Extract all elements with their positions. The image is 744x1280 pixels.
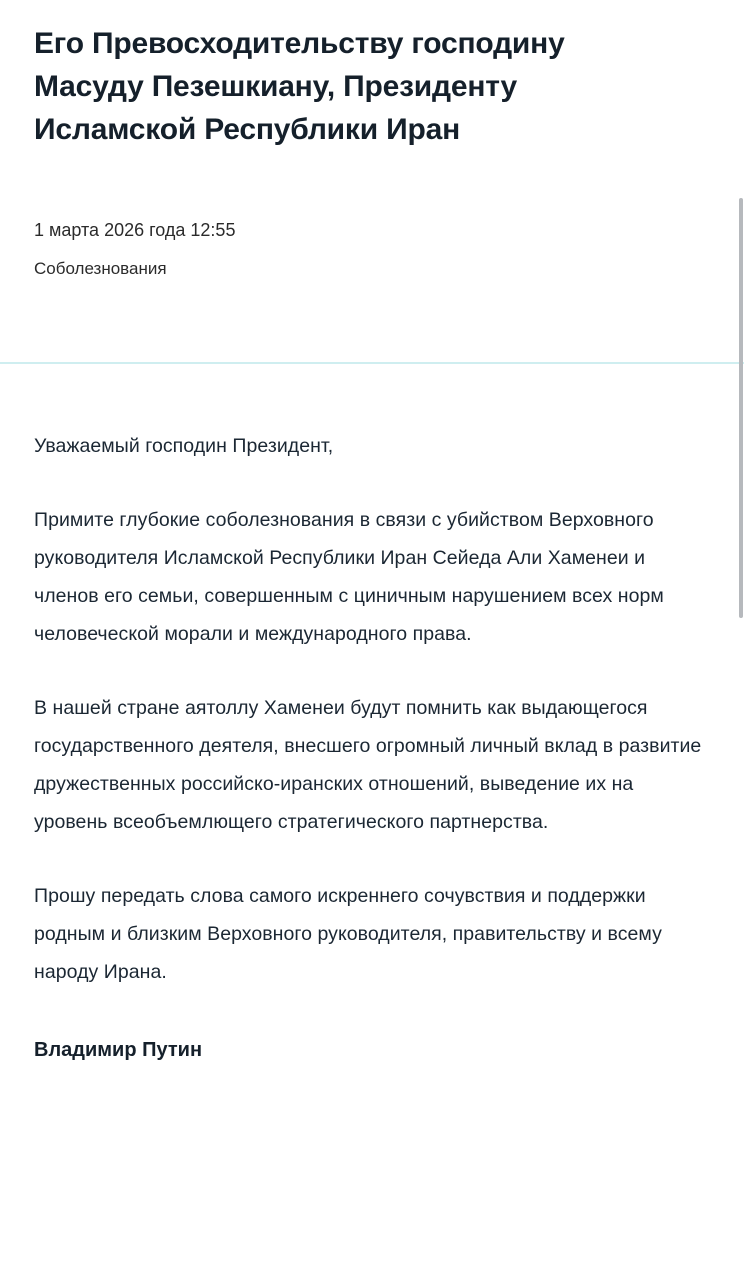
publication-date: 1 марта 2026 года 12:55 (34, 220, 236, 240)
paragraph-1: Примите глубокие соболезнования в связи с убийством Верховного руководителя Исламской Республики Иран Сейеда Али Хаменеи и членов его семьи, совершенным с циничным нарушением всех норм человеческой морали и международного права. (34, 509, 664, 645)
document-meta (34, 217, 710, 281)
scrollbar[interactable] (738, 0, 744, 1280)
document-body (34, 427, 710, 1065)
paragraph-2: В нашей стране аятоллу Хаменеи будут помнить как выдающегося государственного деятеля, внесшего огромный личный вклад в развитие дружественных российско-иранских отношений, выведение их на уровень всеобъемлющего стратегического партнерства. (34, 697, 702, 833)
section-divider (0, 362, 744, 364)
page-title: Его Превосходительству господину Масуду Пезешкиану, Президенту Исламской Республики Иран (34, 27, 565, 146)
scrollbar-thumb[interactable] (739, 198, 743, 618)
paragraph-3: Прошу передать слова самого искреннего сочувствия и поддержки родным и близким Верховного руководителя, правительству и всему народу Ирана. (34, 885, 662, 983)
signature: Владимир Путин (34, 1039, 203, 1061)
paragraph-salutation: Уважаемый господин Президент, (34, 435, 334, 457)
document-category[interactable]: Соболезнования (34, 259, 167, 278)
